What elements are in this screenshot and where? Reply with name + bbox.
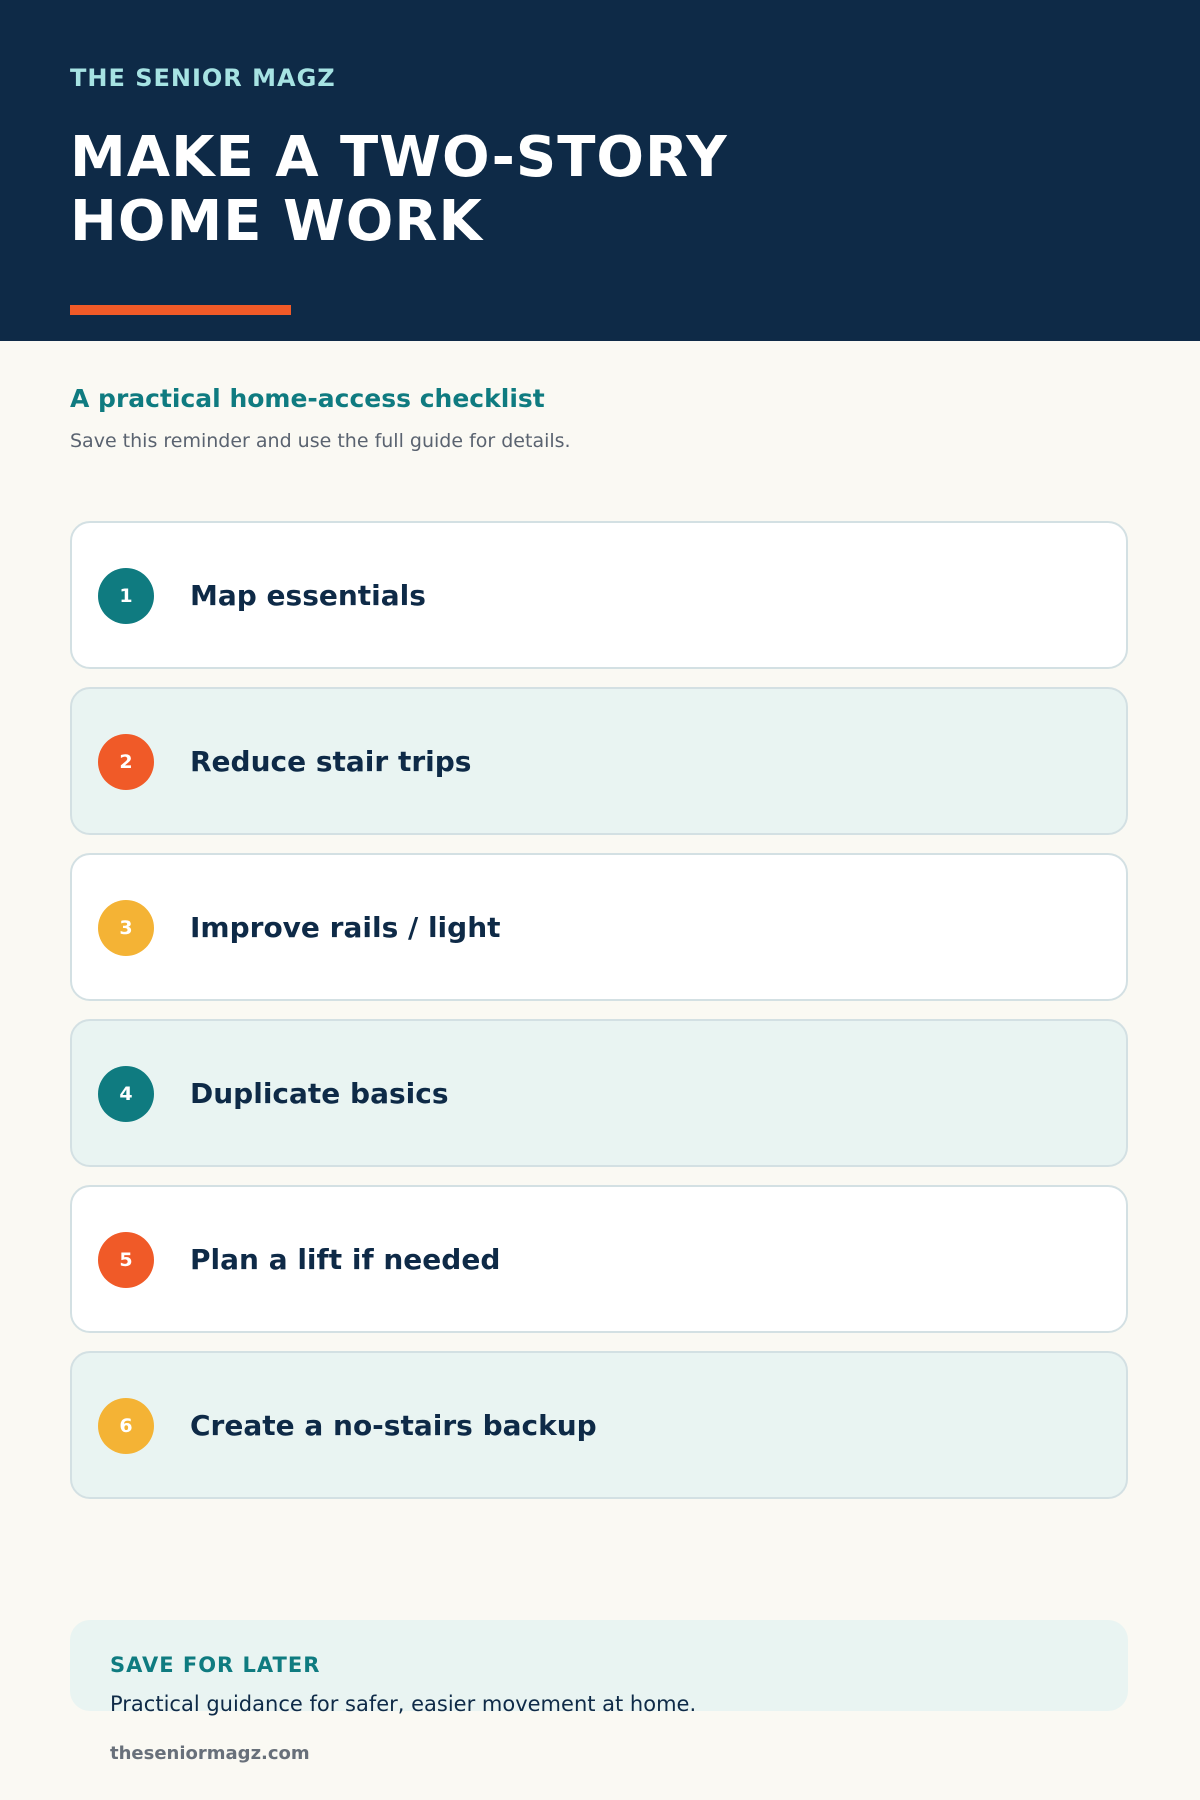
checklist-item-2 — [70, 687, 1128, 835]
step-number-badge: 5 — [98, 1232, 154, 1288]
page-title-line-2: HOME WORK — [70, 189, 483, 254]
save-for-later-heading: SAVE FOR LATER — [110, 1653, 321, 1677]
step-number-badge: 3 — [98, 900, 154, 956]
checklist-item-5 — [70, 1185, 1128, 1333]
checklist-item-6 — [70, 1351, 1128, 1499]
step-label: Improve rails / light — [190, 910, 501, 944]
brand-name: THE SENIOR MAGZ — [70, 64, 336, 92]
checklist-item-3 — [70, 853, 1128, 1001]
step-label: Duplicate basics — [190, 1076, 449, 1110]
step-number-badge: 1 — [98, 568, 154, 624]
save-for-later-description: Practical guidance for safer, easier movement at home. — [110, 1692, 697, 1716]
page-title-line-1: MAKE A TWO-STORY — [70, 125, 728, 190]
website-url: theseniormagz.com — [110, 1743, 310, 1764]
header-banner — [0, 0, 1200, 341]
page-title — [70, 126, 970, 254]
checklist-item-4 — [70, 1019, 1128, 1167]
step-label: Map essentials — [190, 578, 426, 612]
step-number-badge: 6 — [98, 1398, 154, 1454]
step-number-badge: 2 — [98, 734, 154, 790]
step-label: Reduce stair trips — [190, 744, 472, 778]
accent-divider — [70, 305, 291, 315]
step-label: Plan a lift if needed — [190, 1242, 501, 1276]
checklist-item-1 — [70, 521, 1128, 669]
checklist-lead: Save this reminder and use the full guide for details. — [70, 430, 571, 452]
checklist-subtitle: A practical home-access checklist — [70, 384, 545, 413]
step-number-badge: 4 — [98, 1066, 154, 1122]
step-label: Create a no-stairs backup — [190, 1408, 597, 1442]
